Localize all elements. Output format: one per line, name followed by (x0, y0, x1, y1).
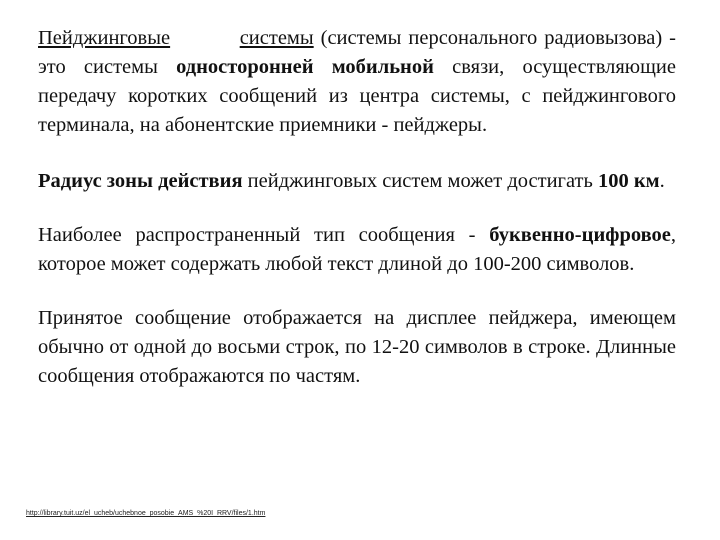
paragraph-radius (38, 167, 676, 196)
radius-bold-a: Радиус зоны действия (38, 170, 243, 192)
radius-bold-value: 100 км (597, 170, 660, 192)
paragraph-paging-definition (38, 24, 676, 140)
slide-content (38, 24, 676, 391)
paragraph-message-type (38, 221, 676, 279)
radius-text-b: . (659, 170, 665, 192)
term-systems: системы (239, 27, 314, 49)
source-link[interactable]: http://library.tuit.uz/el_ucheb/uchebnoe_posobie_AMS_%20I_RRV/files/1.htm (26, 510, 266, 517)
definition-bold-phrase: односторонней мобильной (176, 56, 434, 78)
message-type-text-a: Наиболее распространенный тип сообщения - (38, 224, 490, 246)
message-type-bold: буквенно-цифровое (489, 224, 671, 246)
message-type-text-b: , которое может содержать любой текст длиной до 100-200 символов. (38, 224, 676, 275)
term-paging: Пейджинговые (38, 27, 171, 49)
paragraph-display: Принятое сообщение отображается на дисплее пейджера, имеющем обычно от одной до восьми строк, по 12-20 символов в строке. Длинные сообщения отображаются по частям. (38, 307, 676, 387)
definition-text-b: связи, осуществляющие передачу коротких сообщений из центра системы, с пейджингового терминала, на абонентские приемники - пейджеры. (38, 56, 676, 136)
definition-text-a: (системы персонального радиовызова) - это системы (38, 27, 677, 78)
radius-text-a: пейджинговых систем может достигать (242, 170, 598, 192)
